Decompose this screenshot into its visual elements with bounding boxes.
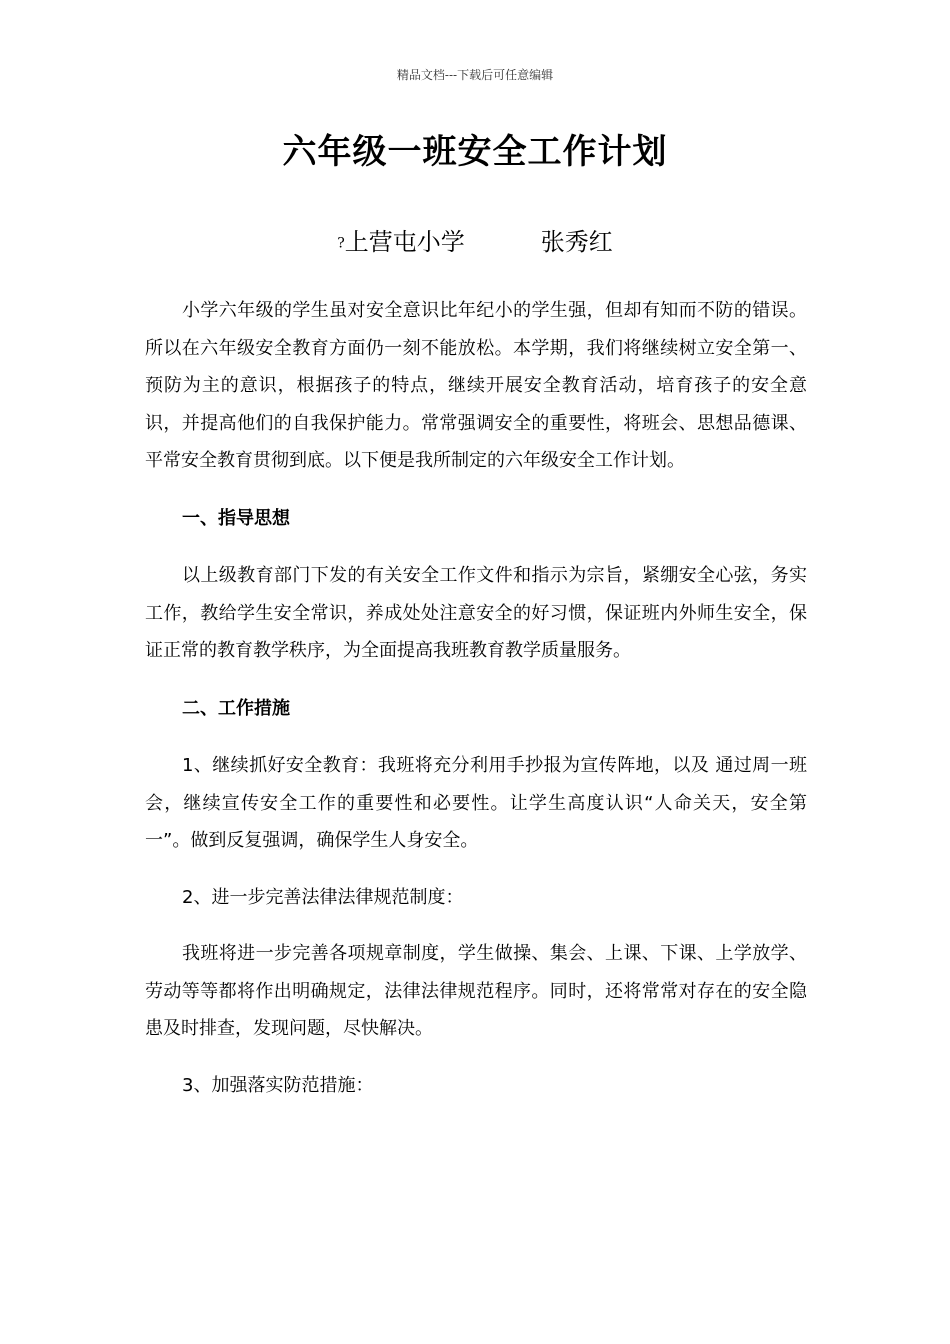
measure-2-paragraph: 我班将进一步完善各项规章制度，学生做操、集会、上课、下课、上学放学、劳动等等都将作出明确规定，法律法律规范程序。同时，还将常常对存在的安全隐患及时排查，发现问题，尽快解决。 [145,943,807,1039]
measure-3-title: 3、加强落实防范措施： [182,1074,374,1096]
intro-paragraph: 小学六年级的学生虽对安全意识比年纪小的学生强，但却有知而不防的错误。所以在六年级安全教育方面仍一刻不能放松。本学期，我们将继续树立安全第一、预防为主的意识，根据孩子的特点，继续开展安全教育活动，培育孩子的安全意识，并提高他们的自我保护能力。常常强调安全的重要性，将班会、思想品德课、平常安全教育贯彻到底。以下便是我所制定的六年级安全工作计划。 [145,300,807,471]
school-name-text: 上营屯小学 [344,228,465,256]
measure-1-paragraph: 1、继续抓好安全教育：我班将充分利用手抄报为宣传阵地，以及 通过周一班会，继续宣传安全工作的重要性和必要性。让学生高度认识“人命关天，安全第一”。做到反复强调，确保学生人身安全。 [145,755,807,851]
author-name: 张秀红 [540,228,613,256]
document-title: 六年级一班安全工作计划 [282,132,668,172]
guiding-principle-paragraph: 以上级教育部门下发的有关安全工作文件和指示为宗旨，紧绷安全心弦，务实工作，教给学生安全常识，养成处处注意安全的好习惯，保证班内外师生安全，保证正常的教育教学秩序，为全面提高我班教育教学质量服务。 [145,565,807,661]
byline [0,222,950,257]
school-name [337,222,465,257]
document-body [145,292,807,1104]
section-heading-guiding-principle: 一、指导思想 [182,507,290,529]
unknown-glyph-mark: ? [337,235,345,252]
section-heading-work-measures: 二、工作措施 [182,697,290,719]
measure-2-title: 2、进一步完善法律法律规范制度： [182,886,464,908]
page-header-note: 精品文档---下载后可任意编辑 [396,68,554,82]
